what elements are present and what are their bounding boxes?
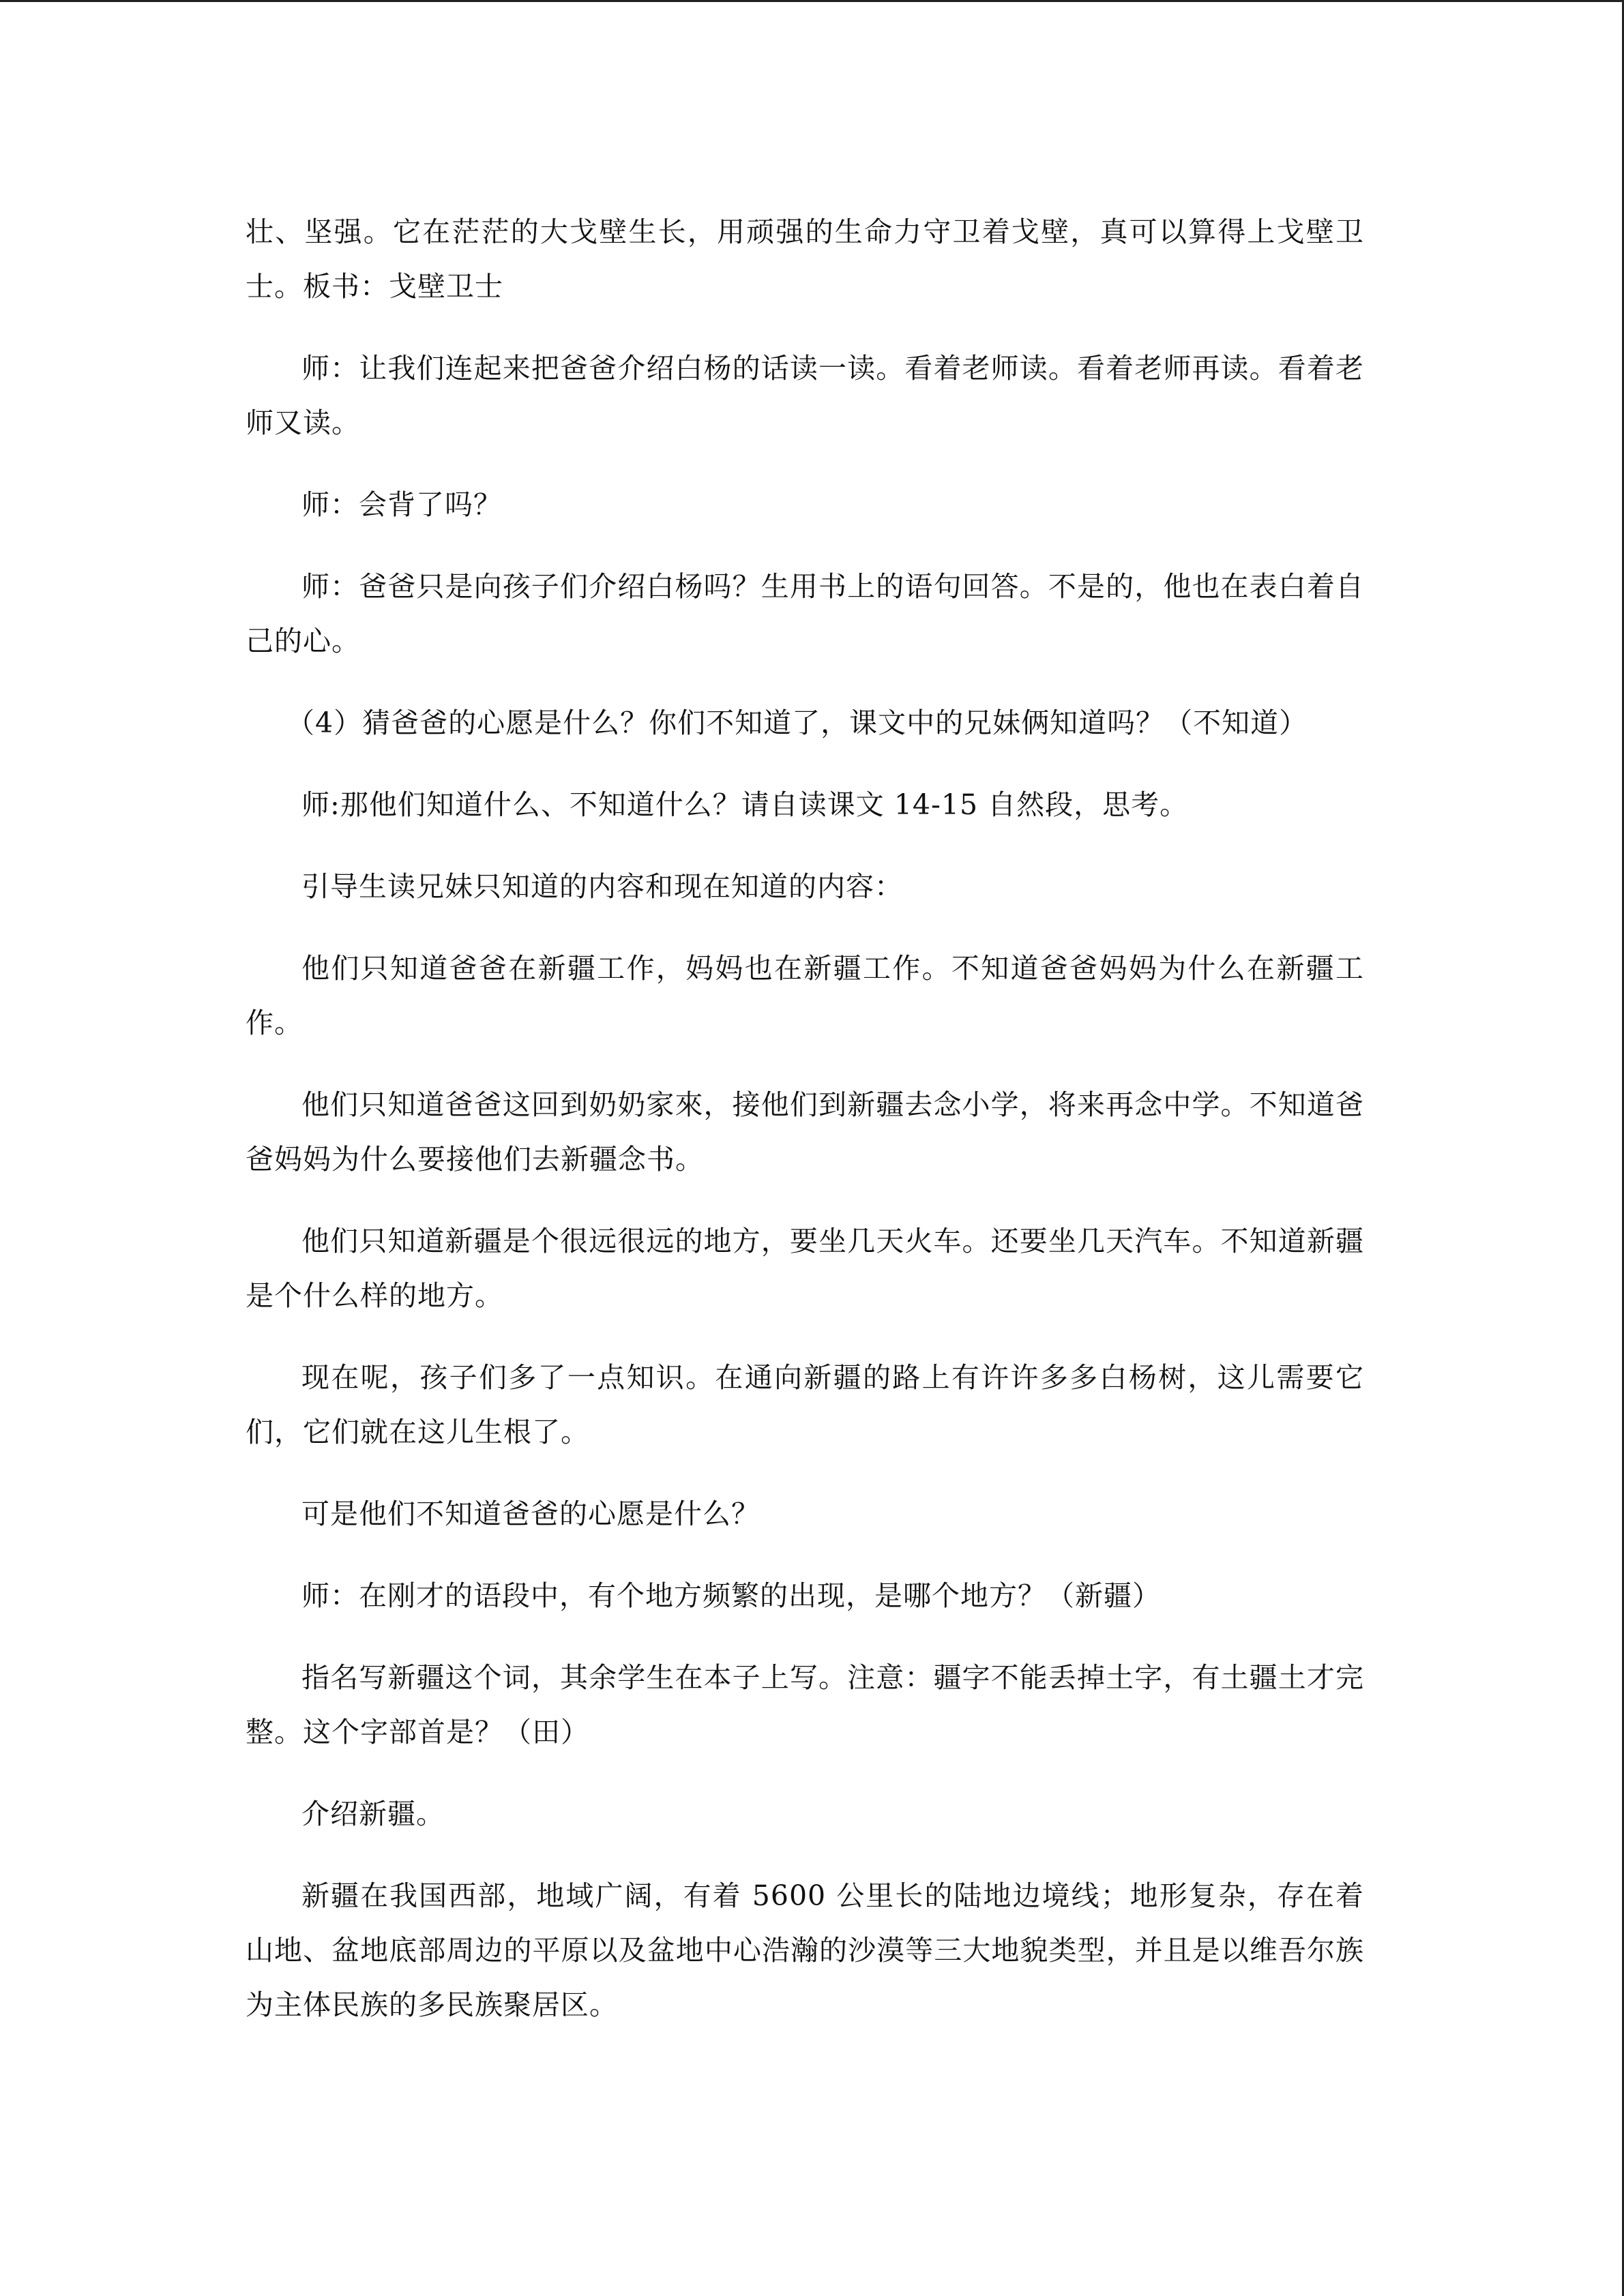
- paragraph-teacher-recite: 师：会背了吗？: [301, 488, 502, 521]
- paragraph-continuation: 壮、坚强。它在茫茫的大戈壁生长，用顽强的生命力守卫着戈壁，真可以算得上戈壁卫士。板书：戈壁卫士: [246, 215, 1364, 303]
- paragraph-know-work: 他们只知道爸爸在新疆工作，妈妈也在新疆工作。不知道爸爸妈妈为什么在新疆工作。: [246, 952, 1364, 1039]
- paragraph-teacher-question: 师：爸爸只是向孩子们介绍白杨吗？生用书上的语句回答。不是的，他也在表白着自己的心。: [246, 570, 1364, 657]
- paragraph-self-read: 师:那他们知道什么、不知道什么？请自读课文 14-15 自然段，思考。: [301, 788, 1189, 821]
- paragraph-xinjiang-info: 新疆在我国西部，地域广阔，有着 5600 公里长的陆地边境线；地形复杂，存在着山地、盆地底部周边的平原以及盆地中心浩瀚的沙漠等三大地貌类型，并且是以维吾尔族为主体民族的多民族聚居区。: [246, 1879, 1364, 2021]
- paragraph-guide: 引导生读兄妹只知道的内容和现在知道的内容：: [301, 870, 903, 903]
- paragraph-section-4: （4）猜爸爸的心愿是什么？你们不知道了，课文中的兄妹俩知道吗？（不知道）: [286, 706, 1308, 739]
- paragraph-know-distance: 他们只知道新疆是个很远很远的地方，要坐几天火车。还要坐几天汽车。不知道新疆是个什么样的地方。: [246, 1225, 1364, 1312]
- page-border-top: [0, 0, 1624, 2]
- paragraph-write-word: 指名写新疆这个词，其余学生在本子上写。注意：疆字不能丢掉土字，有土疆土才完整。这个字部首是？（田）: [246, 1661, 1364, 1748]
- paragraph-now-know: 现在呢，孩子们多了一点知识。在通向新疆的路上有许许多多白杨树，这儿需要它们，它们就在这儿生根了。: [246, 1361, 1364, 1448]
- paragraph-place-question: 师：在刚才的语段中，有个地方频繁的出现，是哪个地方？（新疆）: [301, 1579, 1161, 1612]
- paragraph-know-school: 他们只知道爸爸这回到奶奶家來，接他们到新疆去念小学，将来再念中学。不知道爸爸妈妈为什么要接他们去新疆念书。: [246, 1088, 1364, 1176]
- document-page: [246, 205, 1364, 2059]
- paragraph-teacher-read: 师：让我们连起来把爸爸介绍白杨的话读一读。看着老师读。看着老师再读。看着老师又读。: [246, 352, 1364, 439]
- paragraph-wish-question: 可是他们不知道爸爸的心愿是什么？: [301, 1497, 760, 1530]
- paragraph-introduce: 介绍新疆。: [301, 1798, 445, 1830]
